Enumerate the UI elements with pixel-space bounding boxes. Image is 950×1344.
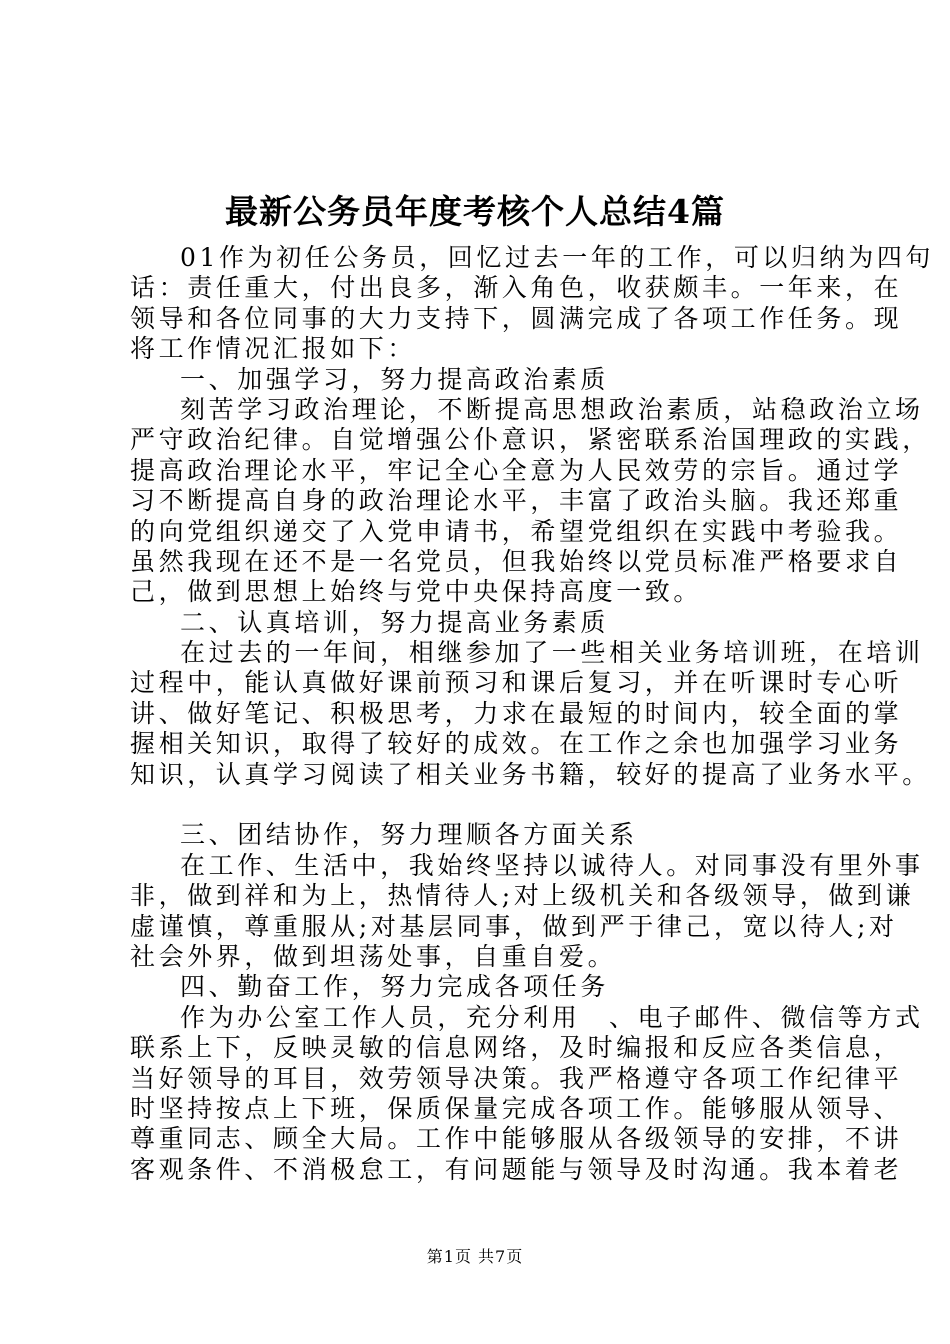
section-heading: 一、加强学习，努力提高政治素质 [180, 364, 610, 394]
text-line: 刻苦学习政治理论，不断提高思想政治素质，站稳政治立场 [180, 394, 924, 424]
text-line: 在过去的一年间，相继参加了一些相关业务培训班，在培训 [180, 638, 924, 668]
text-line: 在工作、生活中，我始终坚持以诚待人。对同事没有里外事 [180, 850, 924, 880]
text-line: 非，做到祥和为上，热情待人;对上级机关和各级领导，做到谦 [130, 881, 915, 911]
document-title: 最新公务员年度考核个人总结4篇 [225, 192, 725, 231]
text-line: 话：责任重大，付出良多，渐入角色，收获颇丰。一年来，在 [130, 273, 903, 303]
text-line: 知识，认真学习阅读了相关业务书籍，较好的提高了业务水平。 [130, 759, 931, 789]
text-line: 客观条件、不消极怠工，有问题能与领导及时沟通。我本着老 [130, 1154, 903, 1184]
text-line: 的向党组织递交了入党申请书，希望党组织在实践中考验我。 [130, 516, 903, 546]
text-line: 过程中，能认真做好课前预习和课后复习，并在听课时专心听 [130, 668, 903, 698]
text-line: 当好领导的耳目，效劳领导决策。我严格遵守各项工作纪律平 [130, 1063, 903, 1093]
section-heading: 二、认真培训，努力提高业务素质 [180, 607, 610, 637]
section-heading: 四、勤奋工作，努力完成各项任务 [180, 972, 610, 1002]
text-line: 虚谨慎，尊重服从;对基层同事，做到严于律己，宽以待人;对 [130, 911, 898, 941]
text-line: 将工作情况汇报如下： [130, 334, 417, 364]
text-line: 领导和各位同事的大力支持下，圆满完成了各项工作任务。现 [130, 303, 903, 333]
text-line: 讲、做好笔记、积极思考，力求在最短的时间内，较全面的掌 [130, 698, 903, 728]
text-line: 联系上下，反映灵敏的信息网络，及时编报和反应各类信息， [130, 1033, 903, 1063]
text-line: 握相关知识，取得了较好的成效。在工作之余也加强学习业务 [130, 729, 903, 759]
text-line: 虽然我现在还不是一名党员，但我始终以党员标准严格要求自 [130, 546, 903, 576]
section-heading: 三、团结协作，努力理顺各方面关系 [180, 820, 638, 850]
text-line: 时坚持按点上下班，保质保量完成各项工作。能够服从领导、 [130, 1093, 903, 1123]
text-line: 习不断提高自身的政治理论水平，丰富了政治头脑。我还郑重 [130, 486, 903, 516]
text-line: 提高政治理论水平，牢记全心全意为人民效劳的宗旨。通过学 [130, 455, 903, 485]
text-line: 尊重同志、顾全大局。工作中能够服从各级领导的安排，不讲 [130, 1124, 903, 1154]
page-number: 第1页 共7页 [426, 1247, 524, 1266]
text-line: 己，做到思想上始终与党中央保持高度一致。 [130, 577, 703, 607]
text-line: 作为办公室工作人员，充分利用 、电子邮件、微信等方式 [180, 1002, 924, 1032]
text-line: 严守政治纪律。自觉增强公仆意识，紧密联系治国理政的实践， [130, 425, 931, 455]
text-line: 01作为初任公务员，回忆过去一年的工作，可以归纳为四句 [180, 243, 935, 272]
text-line: 社会外界，做到坦荡处事，自重自爱。 [130, 941, 617, 971]
blank-line [130, 790, 860, 820]
document-body [130, 243, 935, 1185]
